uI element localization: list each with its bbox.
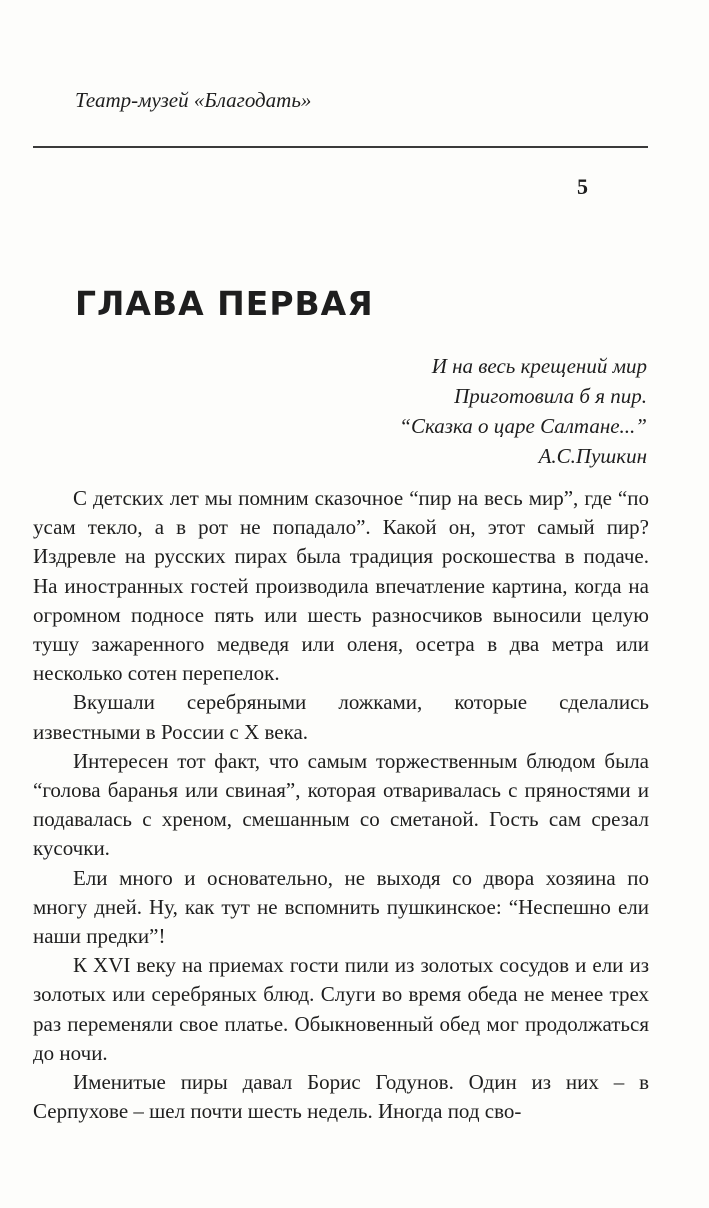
paragraph: К XVI веку на приемах гости пили из золотых сосудов и ели из золотых или серебряных блюд. Слуги во время обеда не менее трех раз переменяли свое платье. Обыкновенный обед мог продолжаться до ночи.: [33, 953, 649, 1065]
running-header: [75, 88, 650, 199]
header-rule: [33, 146, 648, 148]
epigraph-line: И на весь крещений мир: [431, 354, 647, 378]
paragraph: Вкушали серебряными ложками, которые сделались известными в России с X века.: [33, 690, 649, 744]
paragraph: Ели много и основательно, не выходя со двора хозяина по многу дней. Ну, как тут не вспомнить пушкинское: “Неспешно ели наши предки”!: [33, 865, 649, 949]
paragraph: С детских лет мы помним сказочное “пир на весь мир”, где “по усам текло, а в рот не попадало”. Какой он, этот самый пир? Издревле на русских пирах была традиция роскошества в подаче. На иностранных гостей производила впечатление картина, когда на огромном подносе пять или шесть разносчиков выносили целую тушу зажаренного медведя или оленя, осетра в два метра или несколько сотен перепелок.: [33, 486, 649, 686]
page-number: 5: [577, 174, 588, 199]
epigraph-author: А.С.Пушкин: [538, 444, 647, 468]
epigraph-source: “Сказка о царе Салтане...”: [399, 414, 647, 438]
paragraph: Именитые пиры давал Борис Годунов. Один из них – в Серпухове – шел почти шесть недель. Иногда под сво-: [33, 1070, 649, 1124]
epigraph: [227, 351, 647, 471]
running-title: Театр-музей «Благодать»: [75, 88, 312, 112]
epigraph-line: Приготовила б я пир.: [454, 384, 647, 408]
body-text: [33, 484, 649, 1126]
chapter-title: ГЛАВА ПЕРВАЯ: [75, 284, 374, 323]
paragraph: Интересен тот факт, что самым торжественным блюдом была “голова баранья или свиная”, которая отваривалась с пряностями и подавалась с хреном, смешанным со сметаной. Гость сам срезал кусочки.: [33, 748, 649, 861]
